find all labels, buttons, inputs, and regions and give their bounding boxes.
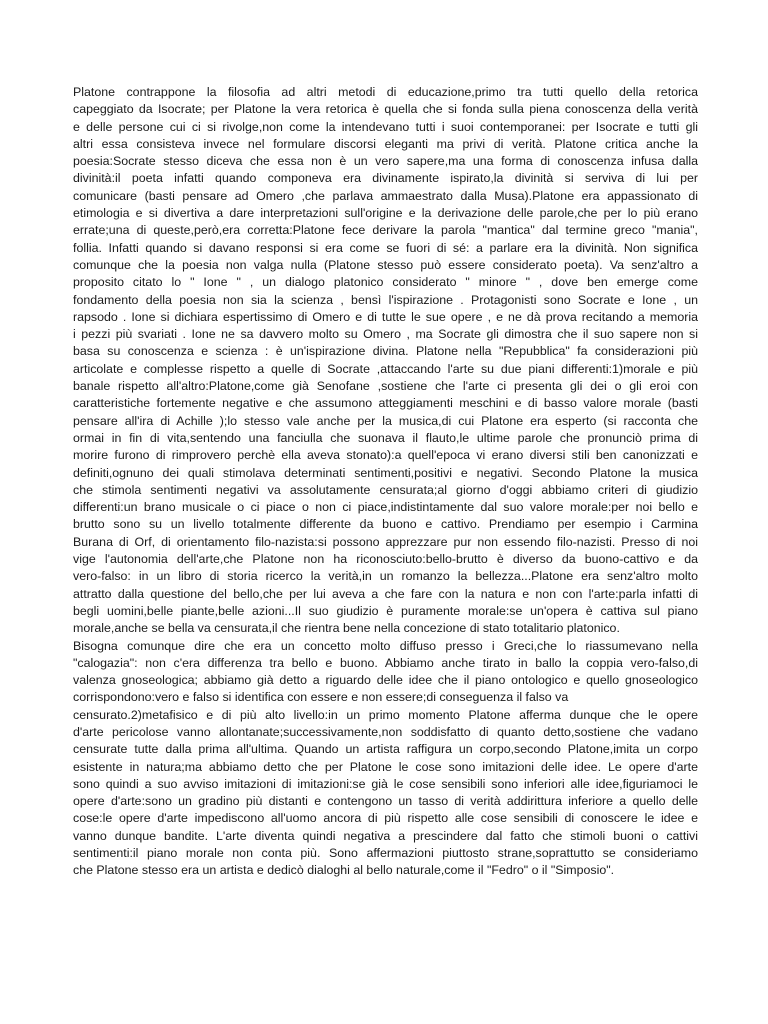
- text-line: e delle persone cui ci si rivolge,non come la intendevano tutti i suoi contemporanei: per Isocrate e tutti gli: [73, 119, 698, 134]
- text-line: definiti,ognuno dei quali stimolava determinati sentimenti,positivi e negativi. Secondo Platone la musica: [73, 465, 698, 480]
- text-line: sono quindi a suo avviso imitazioni di imitazioni:se già le cose sensibili sono inferiori alle idee,figuriamoci le: [73, 776, 698, 791]
- text-line: rapsodo . Ione si dichiara espertissimo di Omero e di tutte le sue opere , e ne dà prova recitando a memoria: [73, 309, 698, 324]
- text-line: errate;una di queste,però,era corretta:Platone fece derivare la parola "mantica" dal termine greco "mania",: [73, 223, 698, 238]
- text-line: caratteristiche fortemente negative e che assumono atteggiamenti meschini e di basso valore morale (basti: [73, 396, 698, 411]
- text-line: banale rispetto all'altro:Platone,come già Senofane ,sostiene che l'arte ci presenta gli dei o gli eroi con: [73, 379, 698, 394]
- text-line: morale,anche se bella va censurata,il che rientra bene nella concezione di stato totalitario platonico.: [73, 621, 620, 636]
- text-line: comunicare (basti pensare ad Omero ,che parlava ammaestrato dalla Musa).Platone era appassionato di: [73, 188, 698, 203]
- text-line: valenza gnoseologica; abbiamo già detto a riguardo delle idee che il piano ontologico e quello gnoseologico: [73, 673, 698, 688]
- text-line: che stimola sentimenti negativi va assolutamente censurata;al giorno d'oggi abbiamo criteri di giudizio: [73, 482, 698, 497]
- text-line: cose:le opere d'arte impediscono all'uomo ancora di più rispetto alle cose sensibili di conoscere le idee e: [73, 811, 698, 826]
- text-line: articolate e complesse rispetto a quelle di Socrate ,attaccando l'arte su due piani differenti:1)morale e più: [73, 361, 698, 376]
- text-line: begli uomini,belle piante,belle azioni...Il suo giudizio è puramente morale:se un'opera è cattiva sul piano: [73, 603, 698, 618]
- text-line: censurato.2)metafisico e di più alto livello:in un primo momento Platone afferma dunque che le opere: [73, 707, 698, 722]
- text-line: capeggiato da Isocrate; per Platone la vera retorica è quella che si fonda sulla piena conoscenza della verità: [73, 102, 698, 117]
- text-line: follia. Infatti quando si davano responsi si era come se fuori di sé: a parlare era la divinità. Non significa: [73, 240, 698, 255]
- text-line: morire furono di rimprovero perchè ella aveva stonato):a quell'epoca vi erano diversi stili ben canonizzati e: [73, 448, 698, 463]
- body-paragraph: [73, 84, 698, 880]
- text-line: vige l'autonomia dell'arte,che Platone non ha riconosciuto:bello-brutto è diverso da buono-cattivo e da: [73, 552, 698, 567]
- text-line: che Platone stesso era un artista e dedicò dialoghi al bello naturale,come il "Fedro" o il "Simposio".: [73, 863, 615, 878]
- text-line: Platone contrappone la filosofia ad altri metodi di educazione,primo tra tutti quello della retorica: [73, 85, 698, 99]
- text-line: comunque che la poesia non valga nulla (Platone stesso può essere considerato poeta). Va senz'altro a: [73, 257, 698, 272]
- text-line: d'arte pericolose vanno allontanate;successivamente,non soddisfatto di quanto detto,sostiene che vadano: [73, 724, 698, 739]
- text-line: altri essa consisteva invece nel formulare discorsi eleganti ma privi di verità. Platone critica anche la: [73, 136, 698, 151]
- text-line: "calogazia": non c'era differenza tra bello e buono. Abbiamo anche tirato in ballo la coppia vero-falso,di: [73, 655, 698, 670]
- text-line: divinità:il poeta infatti quando componeva era divinamente ispirato,la divinità si serviva di lui per: [73, 171, 698, 186]
- text-line: basa su conoscenza e scienza : è un'ispirazione divina. Platone nella "Repubblica" fa considerazioni più: [73, 344, 698, 359]
- text-line: vanno dunque bandite. L'arte diventa quindi negativa a prescindere dal fatto che stimoli buoni o cattivi: [73, 828, 698, 843]
- text-line: poesia:Socrate stesso diceva che essa non è un vero sapere,ma una forma di conoscenza infusa dalla: [73, 154, 698, 169]
- text-line: differenti:un brano musicale o ci piace o non ci piace,indistintamente dal suo valore morale:per noi bello e: [73, 500, 698, 515]
- text-line: fondamento della poesia non sia la scienza , bensì l'ispirazione . Protagonisti sono Socrate e Ione , un: [73, 292, 698, 307]
- text-line: pensare all'ira di Achille );lo stesso vale anche per la musica,di cui Platone era esperto (si racconta che: [73, 413, 698, 428]
- text-line: vero-falso: in un libro di storia ricerco la verità,in un romanzo la bellezza...Platone era senz'altro molto: [73, 569, 698, 584]
- text-line: opere d'arte:sono un gradino più distanti e contengono un tasso di verità addirittura inferiore a quello delle: [73, 794, 698, 809]
- text-line: corrispondono:vero e falso si identifica con essere e non essere;di conseguenza il falso va: [73, 690, 569, 705]
- text-line: sentimenti:il piano morale non conta più. Sono affermazioni piuttosto strane,soprattutto se consideriamo: [73, 846, 698, 861]
- text-line: ormai in fin di vita,sentendo una fanciulla che suonava il flauto,le ultime parole che pronunciò prima di: [73, 430, 698, 445]
- text-line: proposito citato lo " Ione " , un dialogo platonico considerato " minore " , dove ben emerge come: [73, 275, 698, 290]
- text-line: censurate tutte dalla prima all'ultima. Quando un artista raffigura un corpo,secondo Platone,imita un corpo: [73, 742, 698, 757]
- text-line: etimologia e si divertiva a dare interpretazioni sull'origine e la derivazione delle parole,che per lo più erano: [73, 206, 698, 221]
- text-line: Burana di Orf, di orientamento filo-nazista:si possono apprezzare pur non essendo filo-nazisti. Presso di noi: [73, 534, 698, 549]
- text-line: i pezzi più svariati . Ione ne sa davvero molto su Omero , ma Socrate gli dimostra che il suo sapere non si: [73, 327, 698, 342]
- text-line: attratto dalla questione del bello,che per lui aveva a che fare con la natura e non con l'arte:parla infatti di: [73, 586, 698, 601]
- text-line: brutto sono su un livello totalmente differente da buono e cattivo. Prendiamo per esempio i Carmina: [73, 517, 698, 532]
- text-line: esistente in natura;ma abbiamo detto che per Platone le cose sono imitazioni delle idee. Le opere d'arte: [73, 759, 698, 774]
- text-line: Bisogna comunque dire che era un concetto molto diffuso presso i Greci,che lo riassumevano nella: [73, 638, 698, 653]
